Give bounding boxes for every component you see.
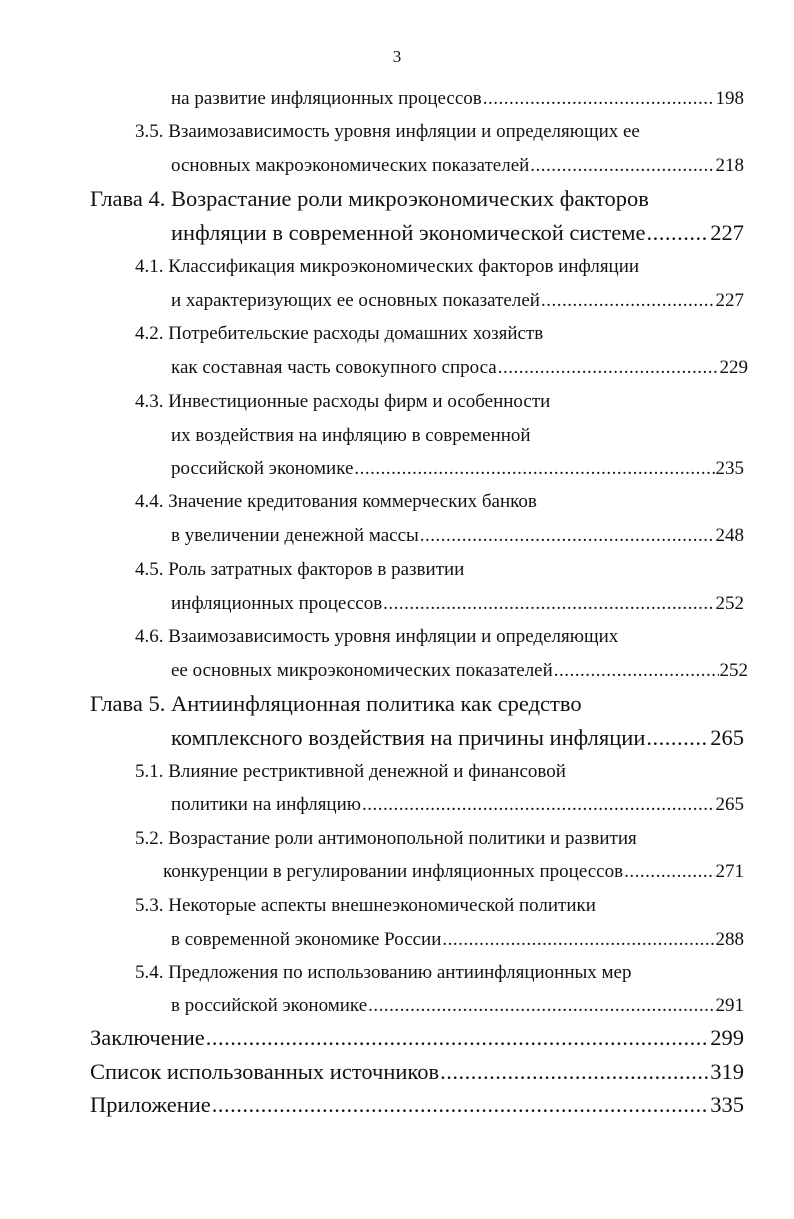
leader-dots — [498, 357, 719, 379]
toc-entry-page: 227 — [715, 290, 744, 311]
toc-entry-4-3-cont2[interactable] — [171, 458, 744, 480]
toc-chapter-title: Глава 4. Возрастание роли микроэкономических факторов — [90, 186, 649, 211]
toc-entry-4-6-cont[interactable] — [171, 660, 748, 682]
toc-entry-title: 5.4. Предложения по использованию антиинфляционных мер — [135, 962, 632, 983]
toc-entry-4-2-cont[interactable] — [171, 357, 748, 379]
toc-entry-title: 5.1. Влияние рестриктивной денежной и финансовой — [135, 761, 566, 782]
toc-chapter-5-cont[interactable] — [171, 725, 744, 751]
leader-dots — [530, 155, 714, 177]
toc-entry-page: 227 — [710, 220, 744, 245]
toc-entry-title: 4.3. Инвестиционные расходы фирм и особенности — [135, 391, 551, 412]
toc-entry-title: 4.2. Потребительские расходы домашних хозяйств — [135, 323, 544, 344]
toc-entry-title: как составная часть совокупного спроса — [171, 357, 497, 378]
leader-dots — [368, 995, 714, 1017]
toc-entry-page: 265 — [710, 725, 744, 750]
toc-entry-3-5-cont[interactable] — [171, 155, 744, 177]
leader-dots — [646, 725, 709, 751]
leader-dots — [554, 660, 719, 682]
leader-dots — [442, 929, 714, 951]
toc-entry-page: 265 — [715, 794, 744, 815]
leader-dots — [354, 458, 714, 480]
toc-entry-title: 5.2. Возрастание роли антимонопольной политики и развития — [135, 828, 637, 849]
toc-entry-4-3-cont[interactable] — [171, 425, 531, 447]
toc-chapter-title: Глава 5. Антиинфляционная политика как средство — [90, 691, 582, 716]
toc-entry-title: в российской экономике — [171, 995, 368, 1016]
toc-entry-3-5[interactable] — [135, 121, 640, 143]
toc-entry-title: в современной экономике России — [171, 929, 442, 950]
toc-entry-page: 198 — [715, 88, 744, 109]
toc-entry-5-4[interactable] — [135, 962, 632, 984]
toc-entry-page: 218 — [715, 155, 744, 176]
toc-entry-page: 288 — [715, 929, 744, 950]
toc-chapter-5[interactable] — [90, 691, 582, 717]
leader-dots — [212, 1092, 709, 1118]
leader-dots — [440, 1059, 709, 1085]
toc-chapter-title: Заключение — [90, 1025, 205, 1050]
toc-entry-page: 299 — [710, 1025, 744, 1050]
toc-entry-page: 252 — [719, 660, 748, 681]
leader-dots — [420, 525, 715, 547]
toc-entry-5-3[interactable] — [135, 895, 596, 917]
toc-entry-4-6[interactable] — [135, 626, 618, 648]
toc-entry-4-1-cont[interactable] — [171, 290, 744, 312]
toc-entry-page: 229 — [719, 357, 748, 378]
toc-entry-4-1[interactable] — [135, 256, 639, 278]
toc-entry-4-5-cont[interactable] — [171, 593, 744, 615]
toc-entry-page: 252 — [715, 593, 744, 614]
toc-chapter-4[interactable] — [90, 186, 649, 212]
toc-entry-title: российской экономике — [171, 458, 354, 479]
toc-entry-title: конкуренции в регулировании инфляционных процессов — [163, 861, 624, 882]
toc-entry-page: 248 — [715, 525, 744, 546]
toc-entry-title: на развитие инфляционных процессов — [171, 88, 482, 109]
toc-chapter-4-cont[interactable] — [171, 220, 744, 246]
toc-entry-title: 4.5. Роль затратных факторов в развитии — [135, 559, 465, 580]
toc-entry-title: основных макроэкономических показателей — [171, 155, 530, 176]
toc-chapter-title: Список использованных источников — [90, 1059, 440, 1084]
toc-entry-5-4-cont[interactable] — [171, 995, 744, 1017]
toc-entry-title: 4.6. Взаимозависимость уровня инфляции и определяющих — [135, 626, 619, 647]
toc-entry-4-3[interactable] — [135, 391, 550, 413]
toc-entry-title: ее основных микроэкономических показателей — [171, 660, 553, 681]
page-number: 3 — [392, 47, 402, 66]
leader-dots — [483, 88, 715, 110]
toc-entry-5-1-cont[interactable] — [171, 794, 744, 816]
leader-dots — [541, 290, 715, 312]
leader-dots — [206, 1025, 710, 1051]
toc-entry-title: 5.3. Некоторые аспекты внешнеэкономической политики — [135, 895, 596, 916]
toc-entry-page: 335 — [710, 1092, 744, 1117]
toc-entry-title: их воздействия на инфляцию в современной — [171, 425, 531, 446]
toc-entry-title: 3.5. Взаимозависимость уровня инфляции и определяющих ее — [135, 121, 640, 142]
toc-chapter-title: Приложение — [90, 1092, 211, 1117]
toc-entry-continuation[interactable] — [171, 88, 744, 110]
toc-entry-5-1[interactable] — [135, 761, 566, 783]
toc-references[interactable] — [90, 1059, 744, 1085]
toc-entry-title: 4.4. Значение кредитования коммерческих банков — [135, 491, 537, 512]
toc-entry-title: 4.1. Классификация микроэкономических факторов инфляции — [135, 256, 640, 277]
toc-chapter-title: комплексного воздействия на причины инфляции — [171, 725, 646, 750]
leader-dots — [362, 794, 715, 816]
toc-entry-4-5[interactable] — [135, 559, 464, 581]
toc-conclusion[interactable] — [90, 1025, 744, 1051]
toc-entry-4-4[interactable] — [135, 491, 537, 513]
toc-entry-title: в увеличении денежной массы — [171, 525, 419, 546]
toc-entry-title: политики на инфляцию — [171, 794, 361, 815]
toc-entry-4-2[interactable] — [135, 323, 543, 345]
toc-entry-title: и характеризующих ее основных показателей — [171, 290, 540, 311]
leader-dots — [646, 220, 709, 246]
toc-entry-5-3-cont[interactable] — [171, 929, 744, 951]
toc-entry-page: 319 — [710, 1059, 744, 1084]
leader-dots — [383, 593, 714, 615]
toc-entry-page: 271 — [715, 861, 744, 882]
toc-appendix[interactable] — [90, 1092, 744, 1118]
toc-entry-page: 235 — [715, 458, 744, 479]
leader-dots — [624, 861, 714, 883]
toc-chapter-title: инфляции в современной экономической системе — [171, 220, 646, 245]
toc-entry-4-4-cont[interactable] — [171, 525, 744, 547]
toc-entry-title: инфляционных процессов — [171, 593, 383, 614]
toc-entry-5-2-cont[interactable] — [163, 861, 744, 883]
toc-entry-5-2[interactable] — [135, 828, 637, 850]
toc-entry-page: 291 — [715, 995, 744, 1016]
